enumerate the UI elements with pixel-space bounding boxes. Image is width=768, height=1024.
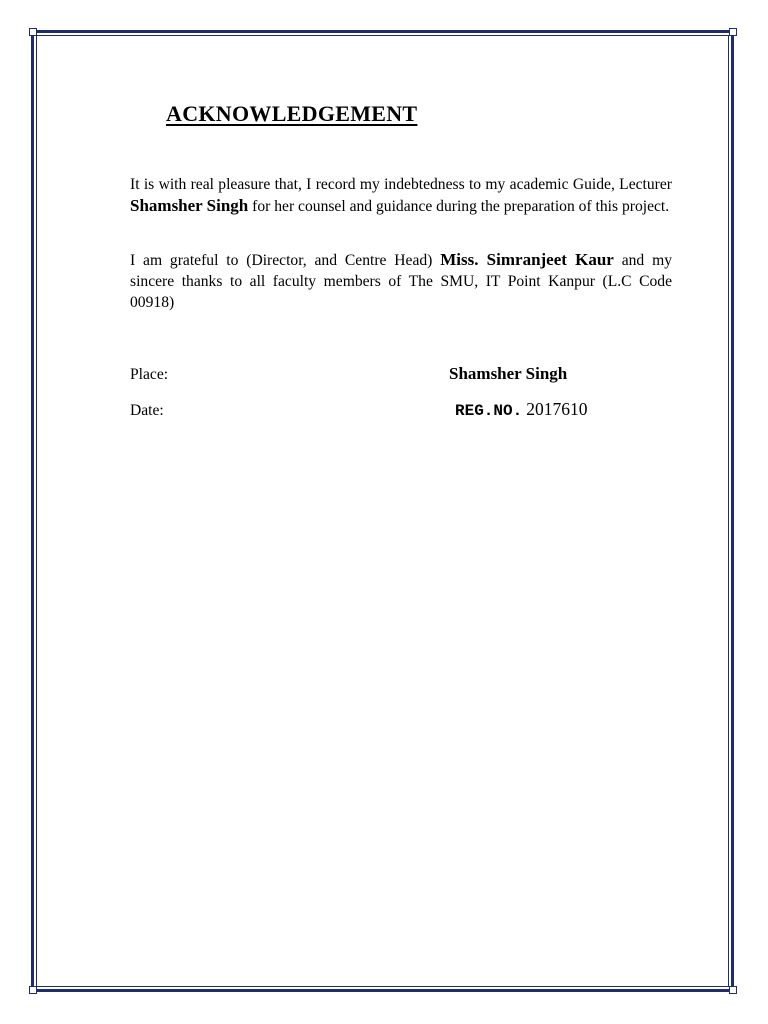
border-corner-top-right xyxy=(729,28,737,36)
border-corner-bottom-left xyxy=(29,986,37,994)
paragraph-2-text-end: and my sincere thanks to all faculty members of The SMU, IT Point Kanpur (L.C Code 00918) xyxy=(130,252,672,311)
page-title: ACKNOWLEDGEMENT xyxy=(166,101,418,126)
registration-number xyxy=(455,399,587,420)
reg-label: REG.NO. xyxy=(455,402,523,420)
acknowledgement-paragraph-2 xyxy=(130,249,672,313)
reg-value: 2017610 xyxy=(526,399,588,419)
acknowledgement-paragraph-1 xyxy=(130,174,672,217)
paragraph-1-text-start: It is with real pleasure that, I record my indebtedness to my academic Guide, Lecturer xyxy=(130,176,672,193)
place-label: Place: xyxy=(130,366,169,383)
date-label: Date: xyxy=(130,402,164,419)
border-corner-top-left xyxy=(29,28,37,36)
border-corner-bottom-right xyxy=(729,986,737,994)
signatory-name: Shamsher Singh xyxy=(449,364,568,383)
paragraph-1-text-end: for her counsel and guidance during the preparation of this project. xyxy=(248,198,670,215)
centre-head-name: Miss. Simranjeet Kaur xyxy=(440,250,614,269)
guide-name: Shamsher Singh xyxy=(130,196,249,215)
paragraph-2-text-start: I am grateful to (Director, and Centre Head) xyxy=(130,252,441,269)
